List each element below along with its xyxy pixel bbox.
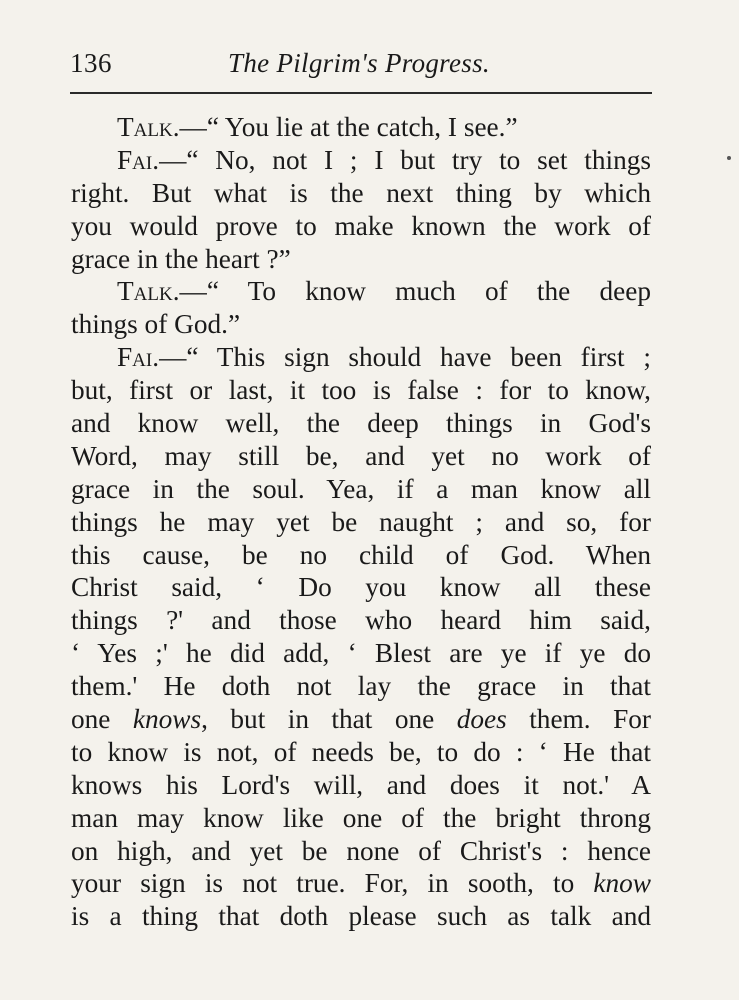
running-title: The Pilgrim's Progress. — [228, 48, 490, 78]
text-segment: man may know like one of the bright throng — [71, 802, 651, 833]
text-line — [71, 900, 651, 933]
text-line — [71, 604, 651, 637]
text-line — [71, 243, 651, 276]
speaker-name: Talk. — [117, 112, 180, 142]
text-segment: and know well, the deep things in God's — [71, 408, 651, 439]
emphasis-text: know — [593, 868, 651, 899]
text-segment: them.' He doth not lay the grace in that — [71, 671, 651, 702]
text-line — [71, 473, 651, 506]
text-segment: them. For — [506, 704, 651, 735]
text-line — [71, 736, 651, 769]
body-text — [71, 111, 651, 933]
text-line — [71, 341, 651, 374]
text-segment: things of God.” — [71, 309, 241, 340]
text-line — [71, 308, 651, 341]
text-line — [71, 637, 651, 670]
page-number: 136 — [70, 48, 112, 78]
text-segment: —“ You lie at the catch, I see.” — [179, 112, 518, 142]
text-segment: grace in the soul. Yea, if a man know all — [71, 473, 651, 504]
text-segment: this cause, be no child of God. When — [71, 539, 651, 570]
text-segment: grace in the heart ?” — [71, 243, 291, 274]
text-segment: Christ said, ‘ Do you know all these — [71, 572, 651, 603]
text-segment: you would prove to make known the work of — [71, 210, 651, 241]
text-segment: knows his Lord's will, and does it not.' A — [71, 769, 651, 800]
speaker-name: Fai. — [117, 144, 160, 175]
text-segment: to know is not, of needs be, to do : ‘ He that — [71, 736, 651, 767]
text-line — [71, 177, 651, 210]
text-line — [71, 539, 651, 572]
text-segment: —“ To know much of the deep — [179, 276, 651, 307]
text-line — [71, 111, 651, 144]
speaker-name: Talk. — [117, 276, 180, 307]
text-line — [71, 867, 651, 900]
text-segment: things ?' and those who heard him said, — [71, 605, 651, 636]
text-line — [71, 407, 651, 440]
text-line — [71, 835, 651, 868]
text-line — [71, 670, 651, 703]
text-segment: is a thing that doth please such as talk and — [71, 901, 651, 932]
page-header — [70, 44, 652, 88]
text-line — [71, 802, 651, 835]
text-line — [71, 275, 651, 308]
text-segment: ‘ Yes ;' he did add, ‘ Blest are ye if ye do — [71, 638, 651, 669]
text-line — [71, 703, 651, 736]
emphasis-text: knows — [132, 704, 202, 735]
text-segment: right. But what is the next thing by which — [71, 177, 651, 208]
text-segment: but, first or last, it too is false : for to know, — [71, 375, 651, 406]
text-segment: on high, and yet be none of Christ's : hence — [71, 835, 651, 866]
text-line — [71, 210, 651, 243]
header-rule — [70, 92, 652, 94]
speaker-name: Fai. — [117, 342, 160, 373]
text-segment: your sign is not true. For, in sooth, to — [71, 868, 594, 899]
text-line — [71, 374, 651, 407]
text-line — [71, 440, 651, 473]
text-line — [71, 144, 651, 177]
text-segment: —“ No, not I ; I but try to set things — [159, 144, 651, 175]
emphasis-text: does — [456, 704, 507, 735]
text-segment: , but in that one — [201, 704, 457, 735]
text-segment: things he may yet be naught ; and so, for — [71, 506, 651, 537]
text-segment: —“ This sign should have been first ; — [159, 342, 651, 373]
text-line — [71, 571, 651, 604]
margin-speck — [727, 156, 731, 160]
text-line — [71, 506, 651, 539]
text-segment: one — [71, 704, 133, 735]
text-line — [71, 769, 651, 802]
text-segment: Word, may still be, and yet no work of — [71, 440, 651, 471]
